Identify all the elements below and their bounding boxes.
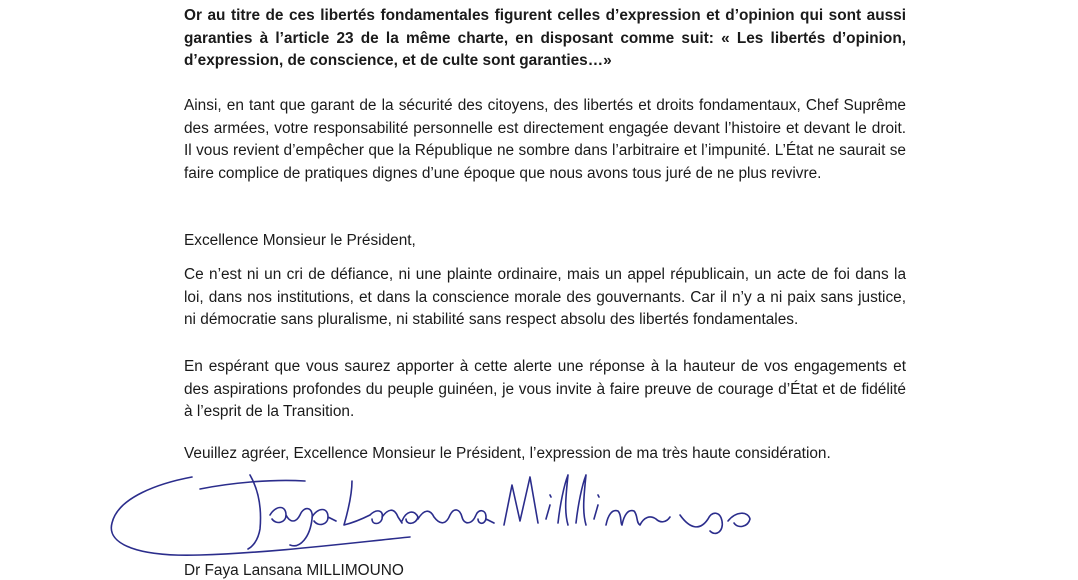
paragraph-closing-request: En espérant que vous saurez apporter à cette alerte une réponse à la hauteur de vos engagements et des aspirations profondes du peuple guinéen, je vous invite à faire preuve de courage d’État et de fidélité à l’esprit de la Transition. xyxy=(184,358,906,421)
salutation: Excellence Monsieur le Président, xyxy=(184,232,416,249)
paragraph-republican-appeal: Ce n’est ni un cri de défiance, ni une plainte ordinaire, mais un appel républicain, un acte de foi dans la loi, dans nos institutions, et dans la conscience morale des gouvernants. Car il n’y a ni paix sans justice, ni démocratie sans pluralisme, ni stabilité sans respect absolu des libertés fondamentales. xyxy=(184,266,906,329)
paragraph-president-responsibility: Ainsi, en tant que garant de la sécurité des citoyens, des libertés et droits fondamentaux, Chef Suprême des armées, votre responsabilité personnelle est directement engagée devant l’histoire et devant le droit. Il vous revient d’empêcher que la République ne sombre dans l’arbitraire et l’impunité. L’État ne saurait se faire complice de pratiques dignes d’une époque que nous avons tous juré de ne plus revivre. xyxy=(184,97,906,182)
signatory-name: Dr Faya Lansana MILLIMOUNO xyxy=(184,562,404,579)
paragraph-charter-freedoms: Or au titre de ces libertés fondamentales figurent celles d’expression et d’opinion qui sont aussi garanties à l’article 23 de la même charte, en disposant comme suit: « Les libertés d’opinion, d’expression, de conscience, et de culte sont garanties…» xyxy=(184,7,906,70)
closing-formula: Veuillez agréer, Excellence Monsieur le Président, l’expression de ma très haute considération. xyxy=(184,445,831,462)
